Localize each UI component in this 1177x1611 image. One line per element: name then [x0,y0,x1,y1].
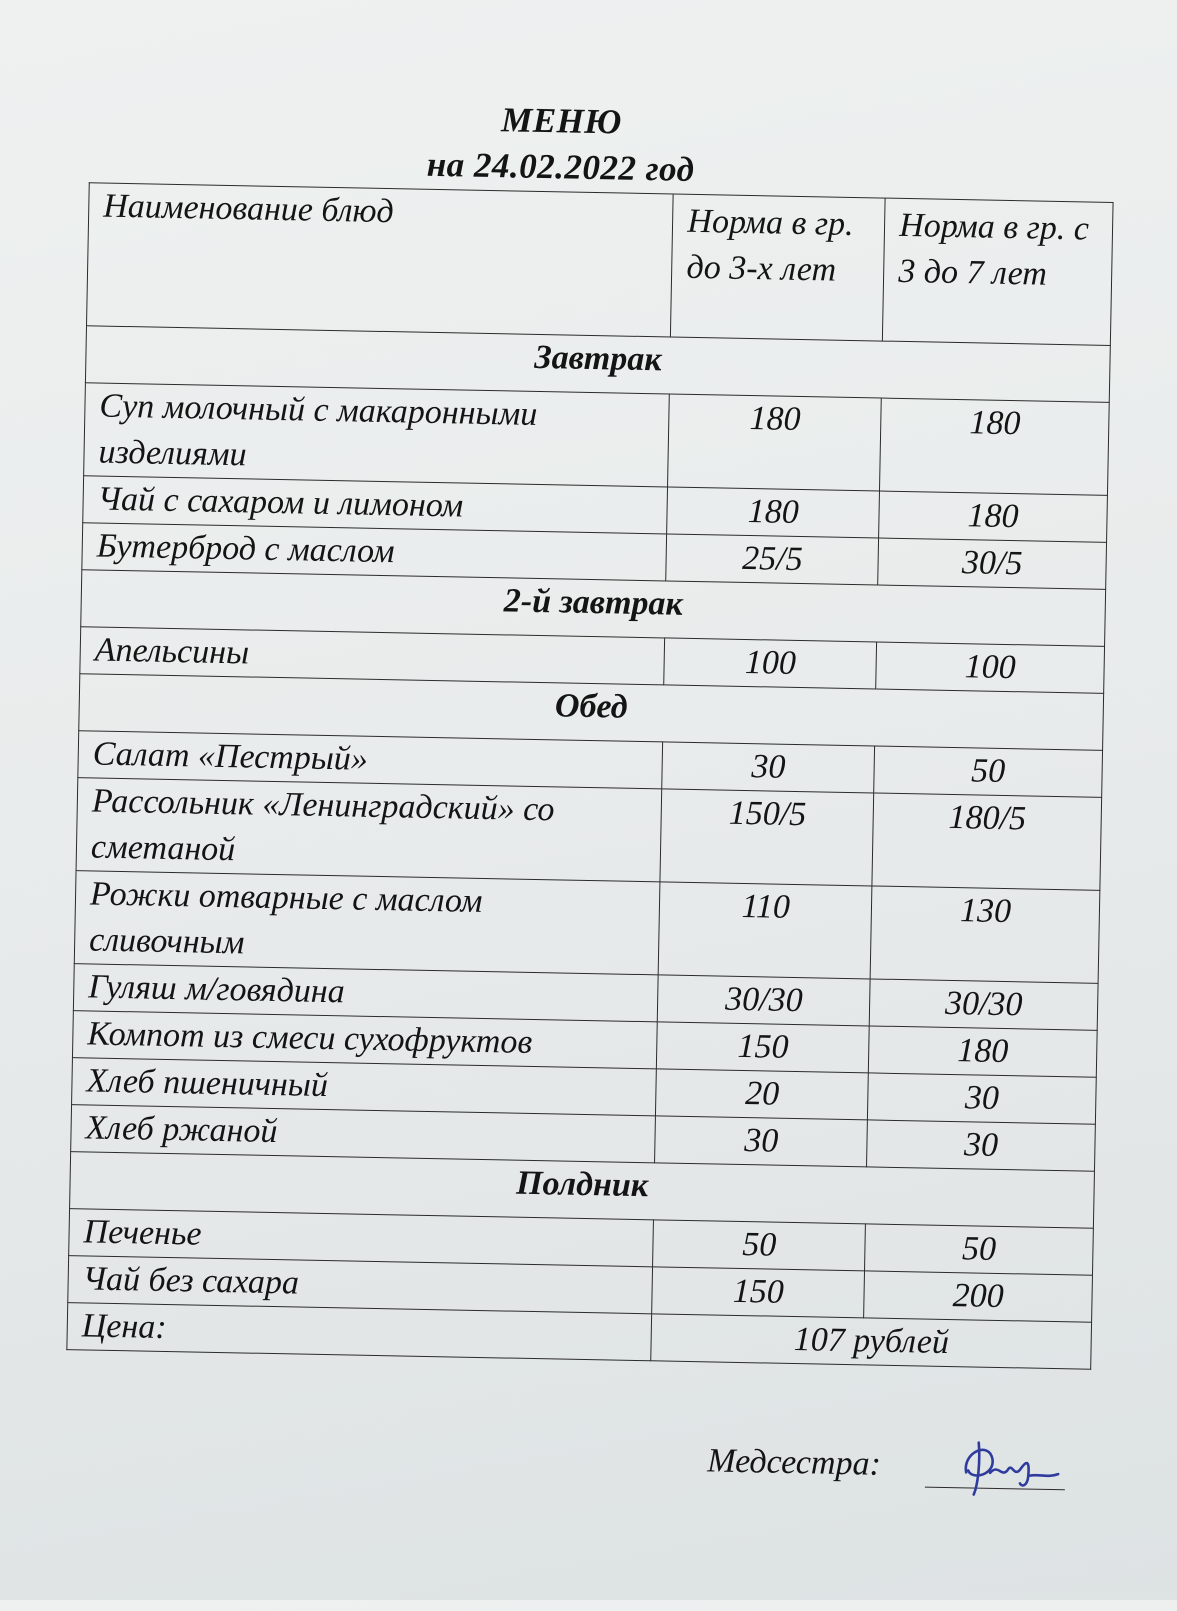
norm-under3: 180 [668,394,882,491]
norm-3to7: 30 [868,1073,1097,1124]
norm-3to7: 100 [876,642,1105,693]
norm-3to7: 180 [868,1026,1097,1077]
menu-table [66,182,1113,1369]
dish-name: Бутерброд с маслом [82,523,667,581]
dish-name: Хлеб пшеничный [72,1058,657,1116]
norm-under3: 25/5 [666,534,879,585]
signer-label: Медсестра: [706,1442,882,1483]
column-header-dish: Наименование блюд [87,183,674,337]
dish-name: Суп молочный с макаронными изделиями [84,383,670,487]
norm-3to7: 30/30 [869,979,1098,1030]
norm-under3: 180 [667,487,880,538]
norm-3to7: 180 [880,398,1110,495]
norm-under3: 110 [659,882,873,979]
dish-name: Компот из смеси сухофруктов [72,1011,657,1069]
dish-name: Чай с сахаром и лимоном [83,476,668,534]
norm-under3: 30/30 [658,975,871,1026]
dish-name: Рассольник «Ленинградский» со сметаной [76,778,662,882]
norm-under3: 50 [653,1220,866,1271]
dish-name: Апельсины [80,627,665,685]
dish-name: Печенье [69,1209,654,1267]
norm-3to7: 50 [865,1224,1094,1275]
section-title: Полдник [70,1152,1095,1229]
document-title: МЕНЮ [500,100,623,142]
document-date: на 24.02.2022 год [426,144,695,189]
dish-name: Салат «Пестрый» [78,731,663,789]
table-header-row [87,183,1114,346]
column-header-norm-under3: Норма в гр. до 3-х лет [671,194,886,341]
signature-icon [952,1432,1063,1504]
norm-under3: 150 [657,1022,870,1073]
norm-3to7: 200 [864,1271,1093,1322]
norm-3to7: 30 [867,1120,1096,1171]
price-value: 107 рублей [651,1314,1091,1369]
norm-under3: 20 [656,1069,869,1120]
norm-3to7: 180 [879,491,1108,542]
norm-3to7: 50 [874,746,1103,797]
norm-under3: 150/5 [660,789,874,886]
section-title: Обед [79,674,1104,751]
section-title: Завтрак [85,326,1110,403]
section-title: 2-й завтрак [81,570,1106,647]
norm-3to7: 30/5 [878,538,1107,589]
norm-3to7: 130 [870,886,1100,983]
norm-under3: 100 [664,638,877,689]
dish-name: Хлеб ржаной [71,1105,656,1163]
column-header-norm-3to7: Норма в гр. с 3 до 7 лет [883,198,1114,345]
norm-under3: 30 [655,1116,868,1167]
norm-under3: 150 [652,1267,865,1318]
dish-name: Рожки отварные с маслом сливочным [74,871,660,975]
norm-under3: 30 [662,742,875,793]
dish-name: Гуляш м/говядина [73,964,658,1022]
dish-name: Чай без сахара [68,1256,653,1314]
norm-3to7: 180/5 [872,793,1102,890]
price-label: Цена: [67,1303,652,1361]
